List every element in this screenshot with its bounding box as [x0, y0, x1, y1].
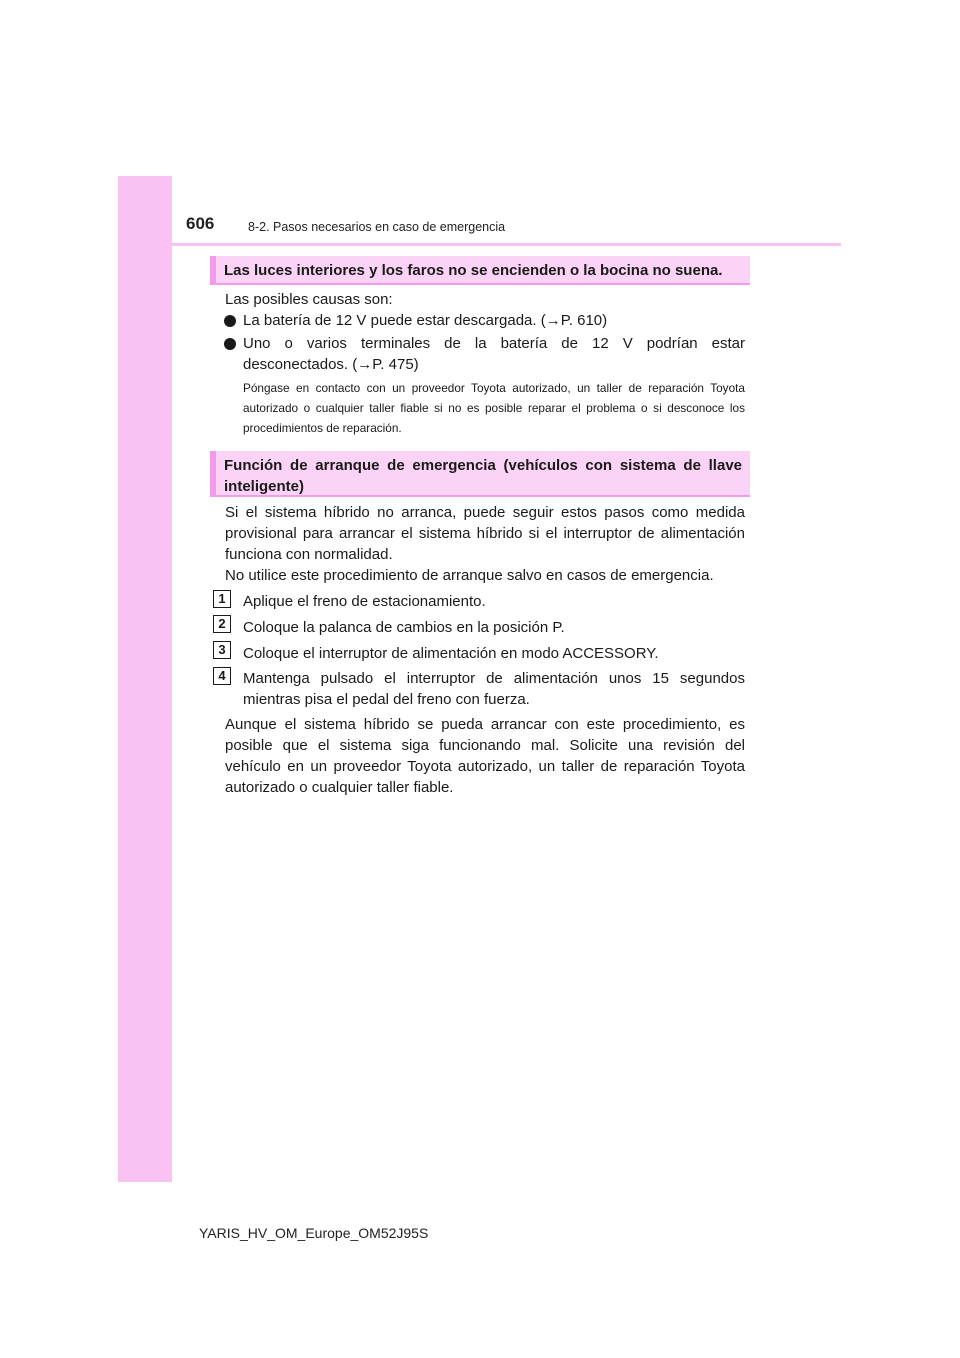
- page-number: 606: [186, 214, 215, 233]
- step-number-badge: 3: [213, 641, 231, 659]
- bullet-battery: La batería de 12 V puede estar descargada. (→P. 610): [243, 312, 608, 329]
- closing-paragraph: Aunque el sistema híbrido se pueda arrancar con este procedimiento, es posible que el sistema siga funcionando mal. Solicite una revisión del vehículo en un proveedor Toyota autorizado, un taller de reparación Toyota autorizado o cualquier taller fiable.: [225, 716, 745, 796]
- step-number-badge: 4: [213, 667, 231, 685]
- bullet-icon: [224, 338, 236, 350]
- bullet-terminals: Uno o varios terminales de la batería de 12 V podrían estar desconectados. (→P. 475): [243, 335, 745, 373]
- header-rule: [118, 243, 841, 246]
- step-text: Coloque el interruptor de alimentación en modo ACCESSORY.: [243, 645, 659, 662]
- section-heading-emergency-start: Función de arranque de emergencia (vehículos con sistema de llave inteligente): [210, 451, 750, 497]
- step-text: Coloque la palanca de cambios en la posición P.: [243, 619, 565, 636]
- step-number-badge: 1: [213, 590, 231, 608]
- contact-note: Póngase en contacto con un proveedor Toyota autorizado, un taller de reparación Toyota autorizado o cualquier taller fiable si no es posible reparar el problema o si desconoce los procedimientos de reparación.: [243, 381, 745, 435]
- document-code: YARIS_HV_OM_Europe_OM52J95S: [199, 1225, 429, 1241]
- side-tab-bar: [118, 176, 172, 1182]
- step-number-badge: 2: [213, 615, 231, 633]
- section-title: 8-2. Pasos necesarios en caso de emergencia: [248, 220, 506, 234]
- step-text: Mantenga pulsado el interruptor de alimentación unos 15 segundos mientras pisa el pedal del freno con fuerza.: [243, 670, 745, 708]
- emergency-intro: Si el sistema híbrido no arranca, puede seguir estos pasos como medida provisional para arrancar el sistema híbrido si el interruptor de alimentación funciona con normalidad.: [225, 504, 745, 563]
- emergency-warning: No utilice este procedimiento de arranque salvo en casos de emergencia.: [225, 567, 714, 584]
- bullet-icon: [224, 315, 236, 327]
- causes-intro: Las posibles causas son:: [225, 291, 393, 308]
- section-heading-lights: Las luces interiores y los faros no se encienden o la bocina no suena.: [210, 256, 750, 285]
- step-text: Aplique el freno de estacionamiento.: [243, 593, 486, 610]
